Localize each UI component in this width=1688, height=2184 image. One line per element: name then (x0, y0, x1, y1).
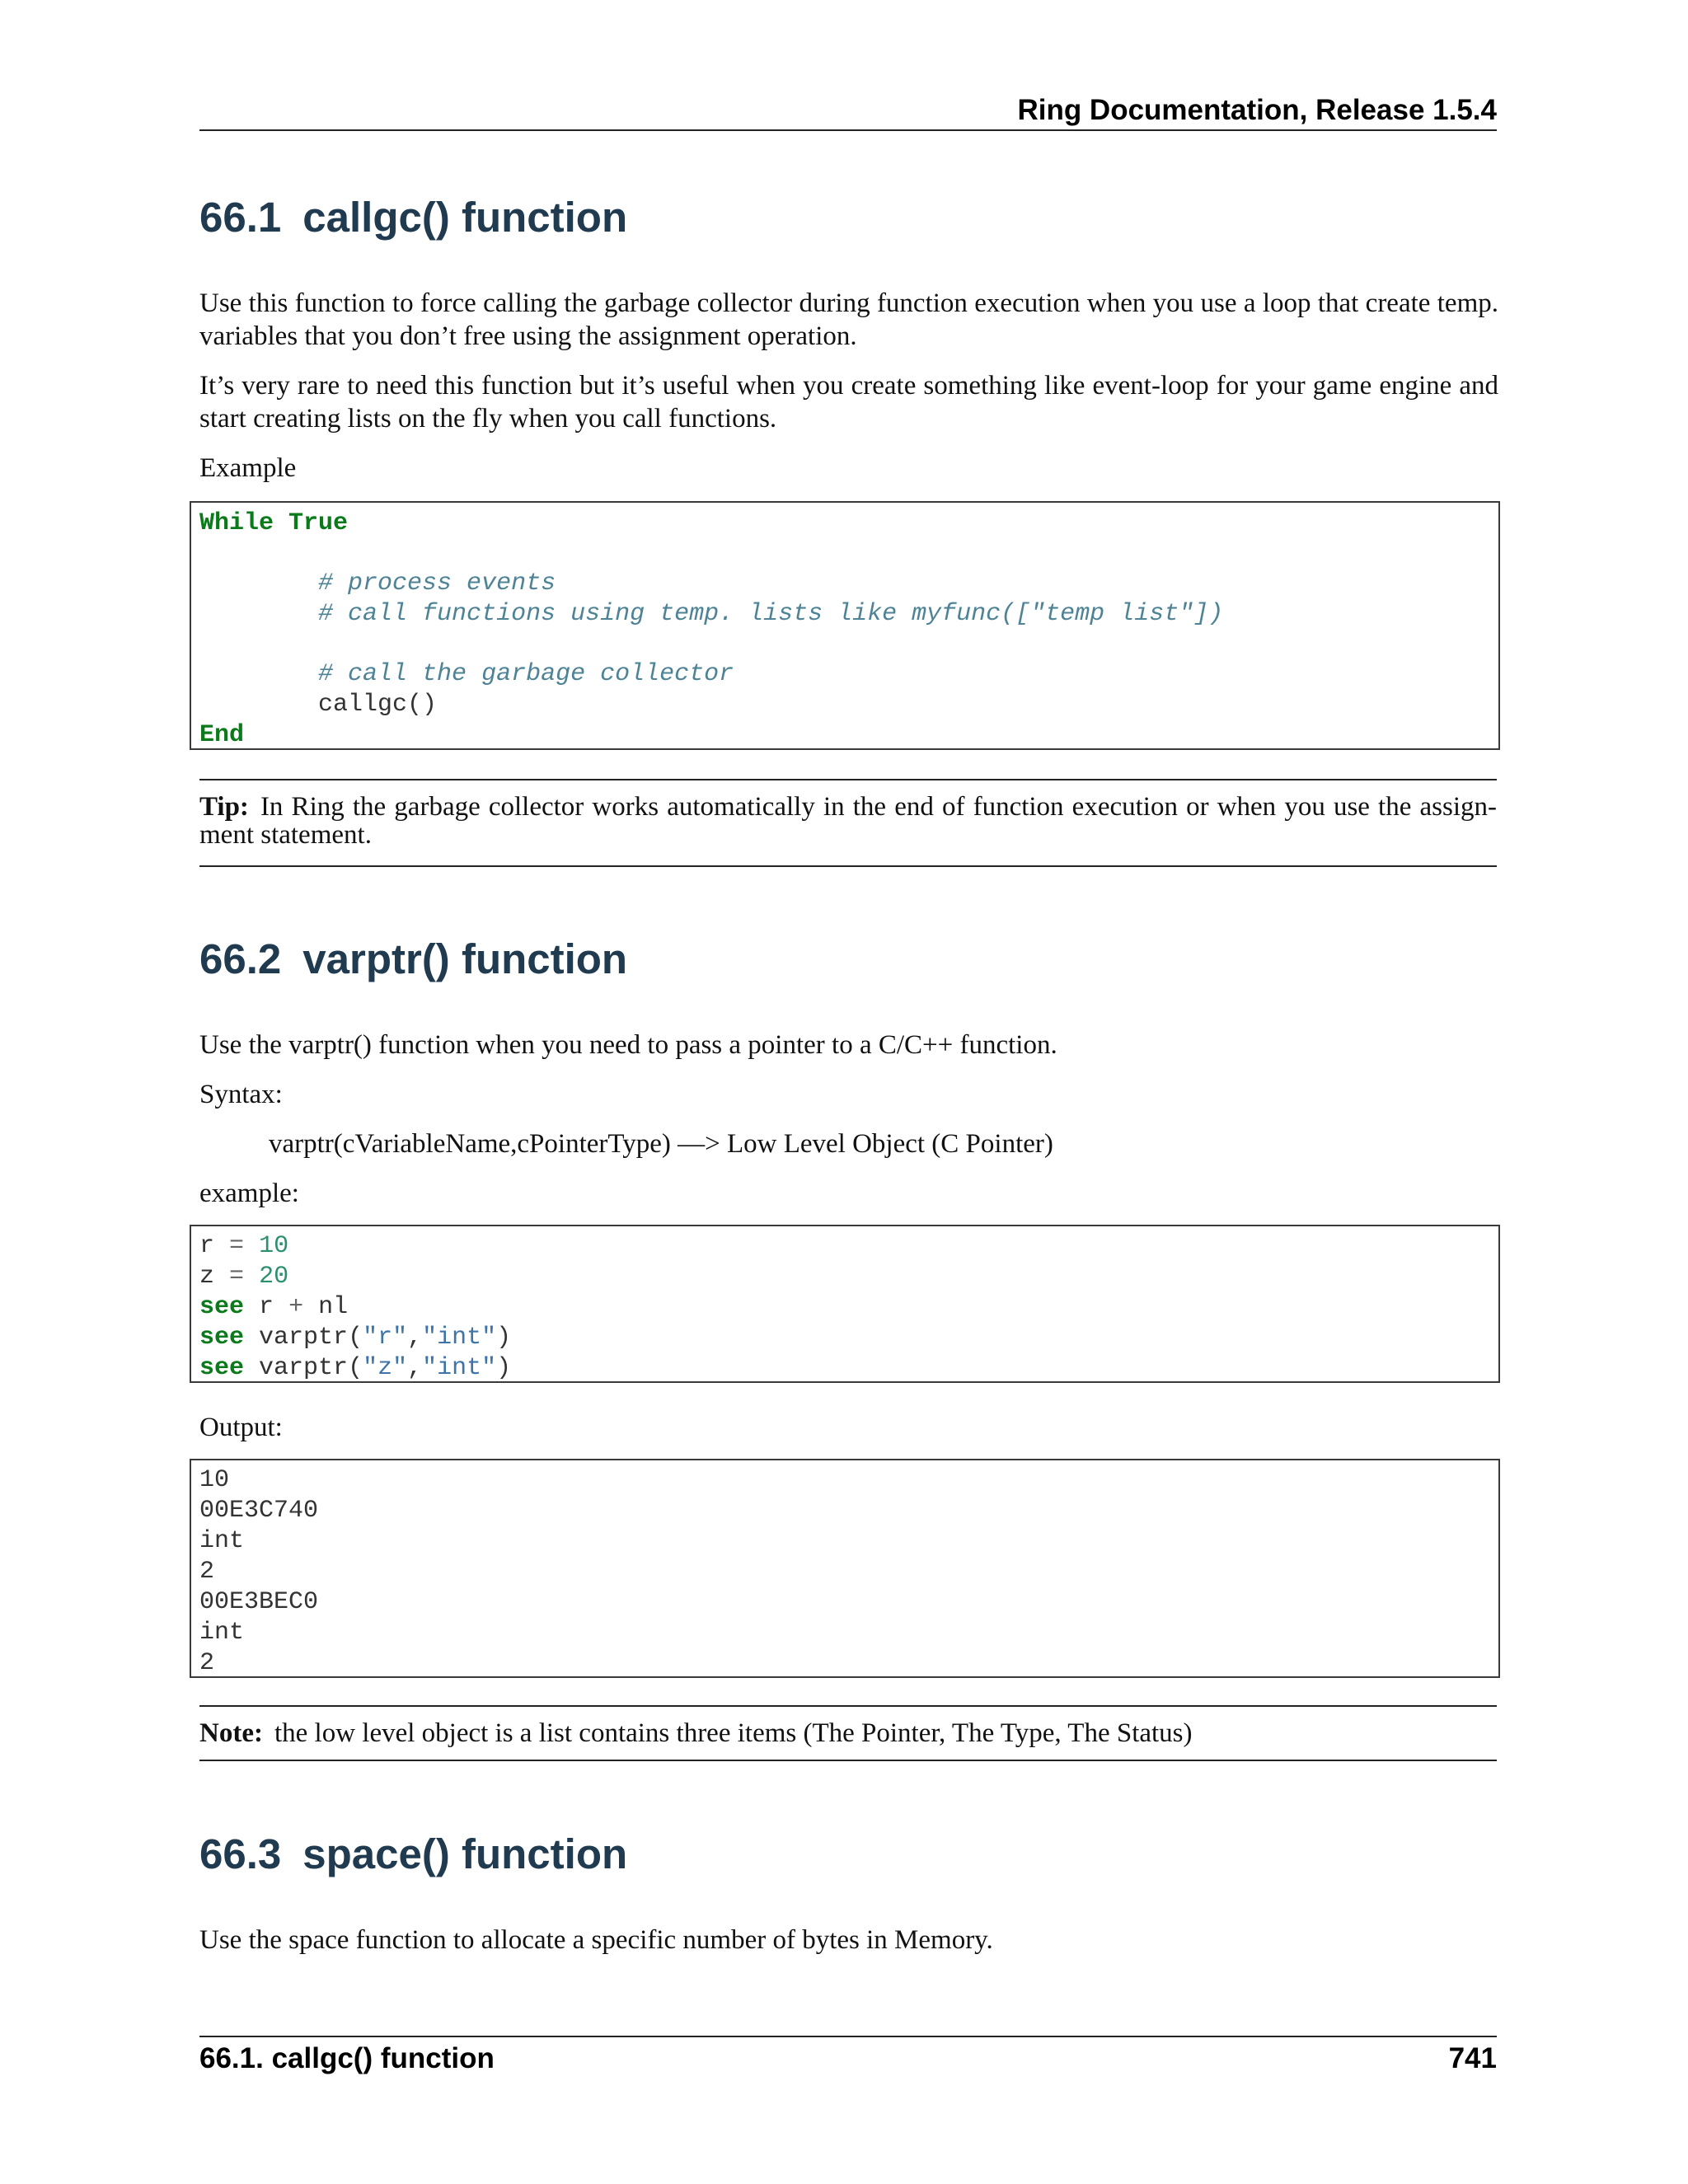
paragraph-space-intro: Use the space function to allocate a specific number of bytes in Memory. (199, 1925, 993, 1955)
code-line: # call the garbage collector (318, 660, 734, 688)
section-heading-callgc (199, 191, 627, 244)
tip-text-continued: ment statement. (199, 820, 372, 850)
footer-section-title: 66.1. callgc() function (199, 2042, 495, 2074)
code-block-callgc (190, 501, 1500, 750)
section-number: 66.1 (199, 194, 282, 241)
code-line: see varptr("r","int") (199, 1324, 512, 1352)
header-rule (199, 129, 1497, 131)
syntax-label: Syntax: (199, 1080, 283, 1109)
tip-label: Tip: (199, 792, 249, 822)
code-line: see varptr("z","int") (199, 1354, 512, 1382)
section-title-text: callgc() function (302, 194, 628, 241)
code-line: callgc() (318, 691, 438, 719)
note-bottom-rule (199, 1760, 1497, 1761)
tip-admonition (199, 793, 1497, 849)
section-heading-space (199, 1828, 627, 1881)
section-number: 66.2 (199, 935, 282, 982)
code-line: # call functions using temp. lists like myfunc(["temp list"]) (318, 600, 1224, 628)
note-label: Note: (199, 1718, 263, 1748)
output-line: 2 (199, 1649, 215, 1677)
output-line: int (199, 1527, 245, 1555)
output-line: 2 (199, 1558, 215, 1586)
code-line: # process events (318, 569, 556, 598)
tip-text: In Ring the garbage collector works automatically in the end of function execution or when you use the assign- (260, 792, 1497, 822)
syntax-definition: varptr(cVariableName,cPointerType) —> Low Level Object (C Pointer) (269, 1129, 1053, 1159)
paragraph-callgc-purpose: Use this function to force calling the garbage collector during function execution when you use a loop that create temp. variables that you don’t free using the assignment operation. (199, 288, 1498, 351)
section-title-text: space() function (302, 1830, 628, 1877)
note-top-rule (199, 1705, 1497, 1707)
tip-bottom-rule (199, 865, 1497, 867)
code-block-varptr (190, 1225, 1500, 1383)
footer-rule (199, 2036, 1497, 2037)
code-line: While True (199, 509, 349, 537)
note-admonition (199, 1719, 1497, 1747)
code-line: r = 10 (199, 1232, 289, 1260)
code-line: see r + nl (199, 1293, 349, 1321)
output-block-varptr (190, 1459, 1500, 1678)
page-number: 741 (1448, 2042, 1497, 2074)
section-title-text: varptr() function (302, 935, 628, 982)
code-line: z = 20 (199, 1263, 289, 1291)
note-text: the low level object is a list contains three items (The Pointer, The Type, The Status) (274, 1718, 1193, 1748)
paragraph-callgc-usage: It’s very rare to need this function but it’s useful when you create something like event-loop for your game engine and start creating lists on the fly when you call functions. (199, 371, 1498, 434)
code-line: End (199, 721, 245, 749)
section-number: 66.3 (199, 1830, 282, 1877)
paragraph-varptr-intro: Use the varptr() function when you need to pass a pointer to a C/C++ function. (199, 1030, 1057, 1060)
output-line: 00E3C740 (199, 1497, 319, 1525)
output-label: Output: (199, 1413, 283, 1442)
running-header: Ring Documentation, Release 1.5.4 (1017, 94, 1497, 126)
example-label: example: (199, 1179, 299, 1208)
section-heading-varptr (199, 933, 627, 986)
example-label: Example (199, 453, 297, 483)
output-line: 00E3BEC0 (199, 1588, 319, 1616)
output-line: 10 (199, 1466, 230, 1494)
tip-top-rule (199, 779, 1497, 780)
output-line: int (199, 1619, 245, 1647)
